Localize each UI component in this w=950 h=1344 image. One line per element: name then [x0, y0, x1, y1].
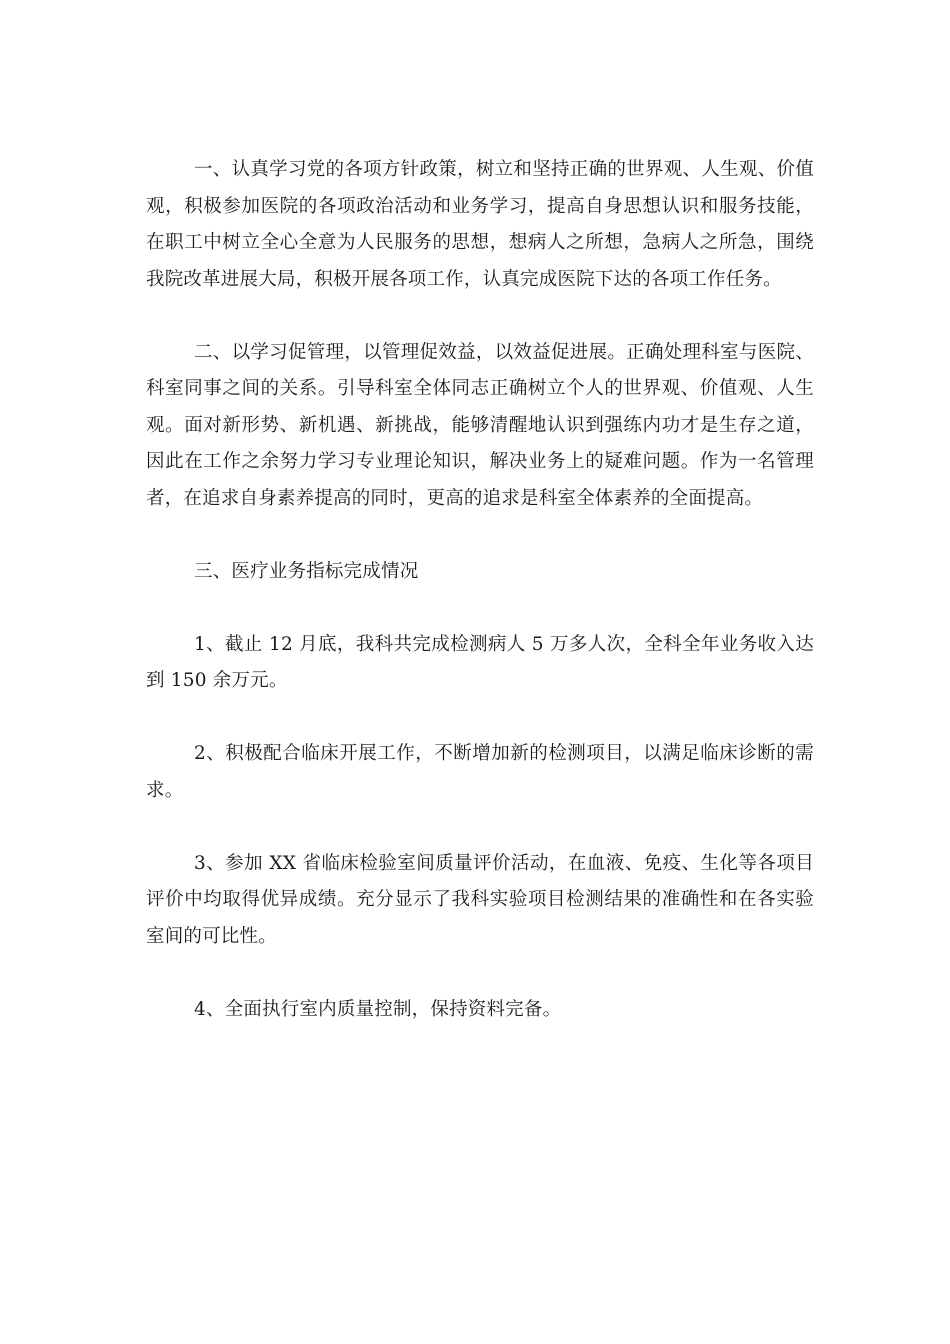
list-item-1: 1、截止 12 月底，我科共完成检测病人 5 万多人次，全科全年业务收入达到 150 余万元。: [146, 633, 814, 691]
paragraph-1: 一、认真学习党的各项方针政策，树立和坚持正确的世界观、人生观、价值观，积极参加医院的各项政治活动和业务学习，提高自身思想认识和服务技能，在职工中树立全心全意为人民服务的思想，想病人之所想，急病人之所急，围绕我院改革进展大局，积极开展各项工作，认真完成医院下达的各项工作任务。: [146, 159, 814, 290]
paragraph-gap: [146, 517, 814, 554]
paragraph-gap: [146, 955, 814, 992]
list-item-3: 3、参加 XX 省临床检验室间质量评价活动，在血液、免疫、生化等各项目评价中均取得优异成绩。充分显示了我科实验项目检测结果的准确性和在各实验室间的可比性。: [146, 852, 814, 947]
list-item-2: 2、积极配合临床开展工作，不断增加新的检测项目，以满足临床诊断的需求。: [146, 743, 814, 801]
paragraph-gap: [146, 590, 814, 627]
list-item-4: 4、全面执行室内质量控制，保持资料完备。: [194, 998, 562, 1020]
paragraph-gap: [146, 700, 814, 737]
paragraph-gap: [146, 298, 814, 335]
section-heading-3: 三、医疗业务指标完成情况: [194, 560, 419, 582]
paragraph-2: 二、以学习促管理，以管理促效益，以效益促进展。正确处理科室与医院、科室同事之间的关系。引导科室全体同志正确树立个人的世界观、价值观、人生观。面对新形势、新机遇、新挑战，能够清醒地认识到强练内功才是生存之道，因此在工作之余努力学习专业理论知识，解决业务上的疑难问题。作为一名管理者，在追求自身素养提高的同时，更高的追求是科室全体素养的全面提高。: [146, 341, 814, 509]
paragraph-gap: [146, 809, 814, 846]
document-body: [146, 152, 814, 1028]
